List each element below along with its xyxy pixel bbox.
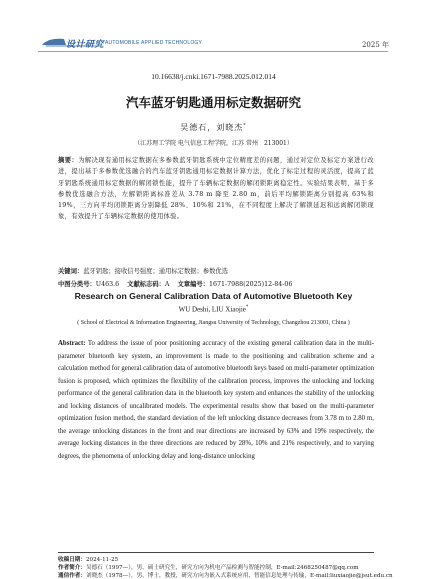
abstract-cn-text: 为解决现有通用标定数据在多参数蓝牙钥匙系统中定位精度差的问题，通过对定位及标定方案进行改进，提出基于多参数优选融合的汽车蓝牙钥匙通用标定数据计算方法，优化了标定过程的灵活度，提高了蓝牙钥匙系统通用标定数据的解闭锁性能，提升了车辆标定数据的解闭锁距离稳定性。实验结果表明，基于多参数优选融合方法，左解锁距离标准差从 3.78 m 降至 2.80 m，前后平均解锁距离分别提高 63%和 19%，三方向平均闭锁距离分别降低 28%、10%和 21%，在不同程度上解决了解锁延迟和远离解闭锁现象，有效提升了车辆标定数据的使用体验。 [58, 157, 374, 221]
received-value: 2024-11-25 [85, 557, 119, 563]
author2-value-cont: @jsut.edu.cn [355, 573, 393, 579]
journal-brand-en: AUTOMOBILE APPLIED TECHNOLOGY [105, 40, 203, 46]
affiliation-en: ( School of Electrical & Information Engineering, Jiangsu University of Technology, Changzhou 213001, China ) [77, 320, 350, 326]
header-rule [38, 51, 388, 52]
footnote-author2 [58, 571, 393, 579]
authors-cn-text: 吴德石，刘晓杰 [180, 123, 244, 132]
keywords-cn-text: 蓝牙钥匙；接收信号强度；通用标定数据；参数优选 [83, 268, 229, 275]
corresponding-mark-en: * [245, 305, 249, 310]
journal-year: 2025 年 [361, 41, 389, 49]
authors-en [0, 305, 427, 313]
article-number-value: 1671-7988(2025)12-84-06 [208, 281, 293, 288]
paper-title-cn: 汽车蓝牙钥匙通用标定数据研究 [125, 95, 301, 110]
affiliation-cn: （江苏理工学院 电气信息工程学院，江苏 常州 213001） [134, 140, 293, 147]
author1-label: 作者简介： [58, 565, 86, 571]
author2-value: 刘晓杰（1978—），男，博士，教授，研究方向为嵌入式系统应用、智能信息处理与传输，E-mail:liuxiaojie [85, 573, 356, 579]
abstract-en [58, 338, 374, 463]
doc-code-label: 文献标志码： [127, 281, 165, 288]
clc-value: U463.6 [95, 281, 120, 288]
clc-label: 中图分类号： [58, 281, 96, 288]
abstract-en-text: To address the issue of poor positioning accuracy of the existing general calibration data in the multi-parameter bluetooth key system, an improvement is made to the positioning and calibration scheme and a calculation method for general calibration data of automotive bluetooth keys based on multi-parameter optimization fusion is proposed, which optimizes the flexibility of the calibration process, improves the unlocking and locking performance of the general calibration data in the bluetooth key system and enhances the stability of the unlocking and locking distances of uncalibrated models. The experimental results show that based on the multi-parameter optimization fusion method, the standard deviation of the left unlocking distance decreases from 3.78 m to 2.80 m, the average unlocking distances in the front and rear directions are increased by 63% and 19% respectively, the average locking distances in the three directions are reduced by 28%, 10% and 21% respectively, and to varying degrees, the phenomena of unlocking delay and long-distance unlocking [58, 340, 374, 460]
authors-cn [0, 122, 427, 133]
received-label: 收稿日期： [58, 557, 86, 563]
abstract-cn [58, 155, 374, 223]
classification-line [58, 279, 388, 288]
keywords-cn-label: 关键词： [58, 268, 84, 275]
author1-value: 吴德石（1997—），男，硕士研究生，研究方向为机电产品检测与智能控制，E-mail:2468250487@qq.com [85, 565, 359, 571]
doc-code-value: A [164, 281, 170, 288]
journal-brand-cn: 设计研究 [66, 40, 105, 50]
paper-title-en: Research on General Calibration Data of Automotive Bluetooth Key [74, 291, 353, 301]
abstract-cn-label: 摘要： [58, 157, 79, 164]
abstract-en-label: Abstract: [58, 340, 86, 347]
authors-en-text: WU Deshi, LIU Xiaojie [178, 305, 246, 314]
author2-label: 通信作者： [58, 573, 86, 579]
keywords-cn [58, 266, 374, 275]
corresponding-mark-cn: * [243, 122, 247, 129]
page-header [0, 0, 427, 56]
article-number-label: 文章编号： [177, 281, 209, 288]
footnote-author1 [58, 563, 388, 571]
doi: 10.16638/j.cnki.1671-7988.2025.012.014 [151, 72, 276, 81]
footnote-received [58, 555, 388, 563]
footnote-rule [58, 552, 374, 553]
